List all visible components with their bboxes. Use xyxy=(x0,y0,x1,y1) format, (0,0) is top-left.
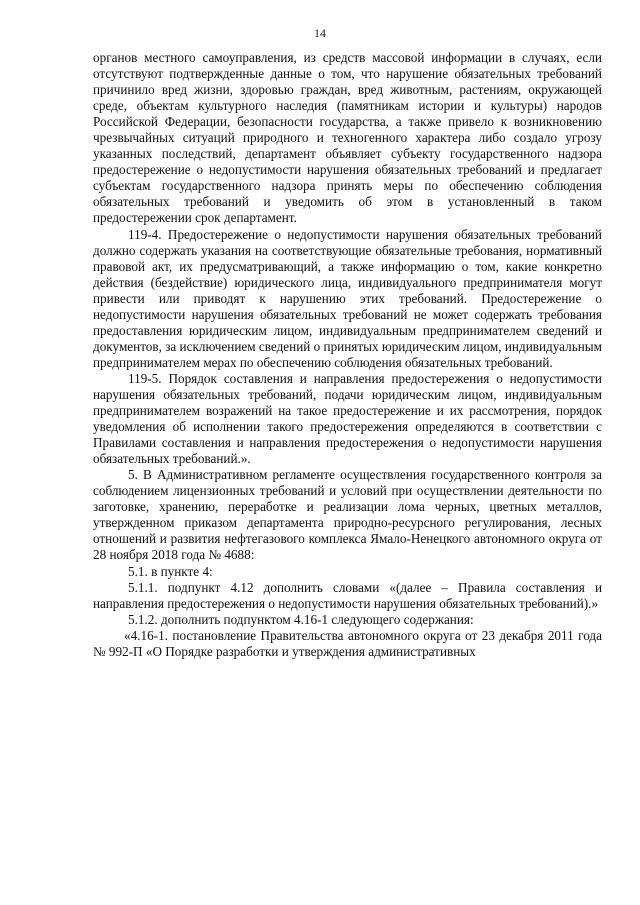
paragraph-continuation: органов местного самоуправления, из средств массовой информации в случаях, если отсутствуют подтвержденные данные о том, что нарушение обязательных требований причинило вред жизни, здоровью граждан, вред животным, растениям, окружающей среде, объектам культурного наследия (памятникам истории и культуры) народов Российской Федерации, безопасности государства, а также привело к возникновению чрезвычайных ситуаций природного и техногенного характера либо создало угрозу указанных последствий, департамент объявляет субъекту государственного надзора предостережение о недопустимости нарушения обязательных требований и предлагает субъектам государственного надзора принять меры по обеспечению соблюдения обязательных требований и уведомить об этом в установленный в таком предостережении срок департамент. xyxy=(93,50,602,226)
paragraph-119-5: 119-5. Порядок составления и направления предостережения о недопустимости нарушения обязательных требований, подачи юридическим лицом, индивидуальным предпринимателем возражений на такое предостережение и их рассмотрения, порядок уведомления об исполнении такого предостережения определяются в соответствии с Правилами составления и направления предостережения о недопустимости нарушения обязательных требований.». xyxy=(93,370,602,467)
paragraph-5-1: 5.1. в пункте 4: xyxy=(128,563,213,579)
paragraph-119-4: 119-4. Предостережение о недопустимости нарушения обязательных требований должно содержать указания на соответствующие обязательные требования, нормативный правовой акт, их предусматривающий, а также информацию о том, какие конкретно действия (бездействие) юридического лица, индивидуального предпринимателя могут привести или приводят к нарушению этих требований. Предостережение о недопустимости нарушения обязательных требований не может содержать требования предоставления юридическим лицом, индивидуальным предпринимателем сведений и документов, за исключением сведений о принятых юридическим лицом, индивидуальным предпринимателем мерах по обеспечению соблюдения обязательных требований. xyxy=(93,226,602,370)
paragraph-5-1-1: 5.1.1. подпункт 4.12 дополнить словами «(далее – Правила составления и направления предостережения о недопустимости нарушения обязательных требований).» xyxy=(93,579,602,611)
page-number: 14 xyxy=(314,26,326,40)
document-body xyxy=(93,50,602,660)
paragraph-5: 5. В Административном регламенте осуществления государственного контроля за соблюдением лицензионных требований и условий при осуществлении деятельности по заготовке, хранению, переработке и реализации лома черных, цветных металлов, утвержденном приказом департамента природно-ресурсного регулирования, лесных отношений и развития нефтегазового комплекса Ямало-Ненецкого автономного округа от 28 ноября 2018 года № 4688: xyxy=(93,467,602,563)
paragraph-4-16-1: «4.16-1. постановление Правительства автономного округа от 23 декабря 2011 года № 992-П «О Порядке разработки и утверждения административных xyxy=(93,627,602,659)
paragraph-5-1-2: 5.1.2. дополнить подпунктом 4.16-1 следующего содержания: xyxy=(128,611,474,627)
